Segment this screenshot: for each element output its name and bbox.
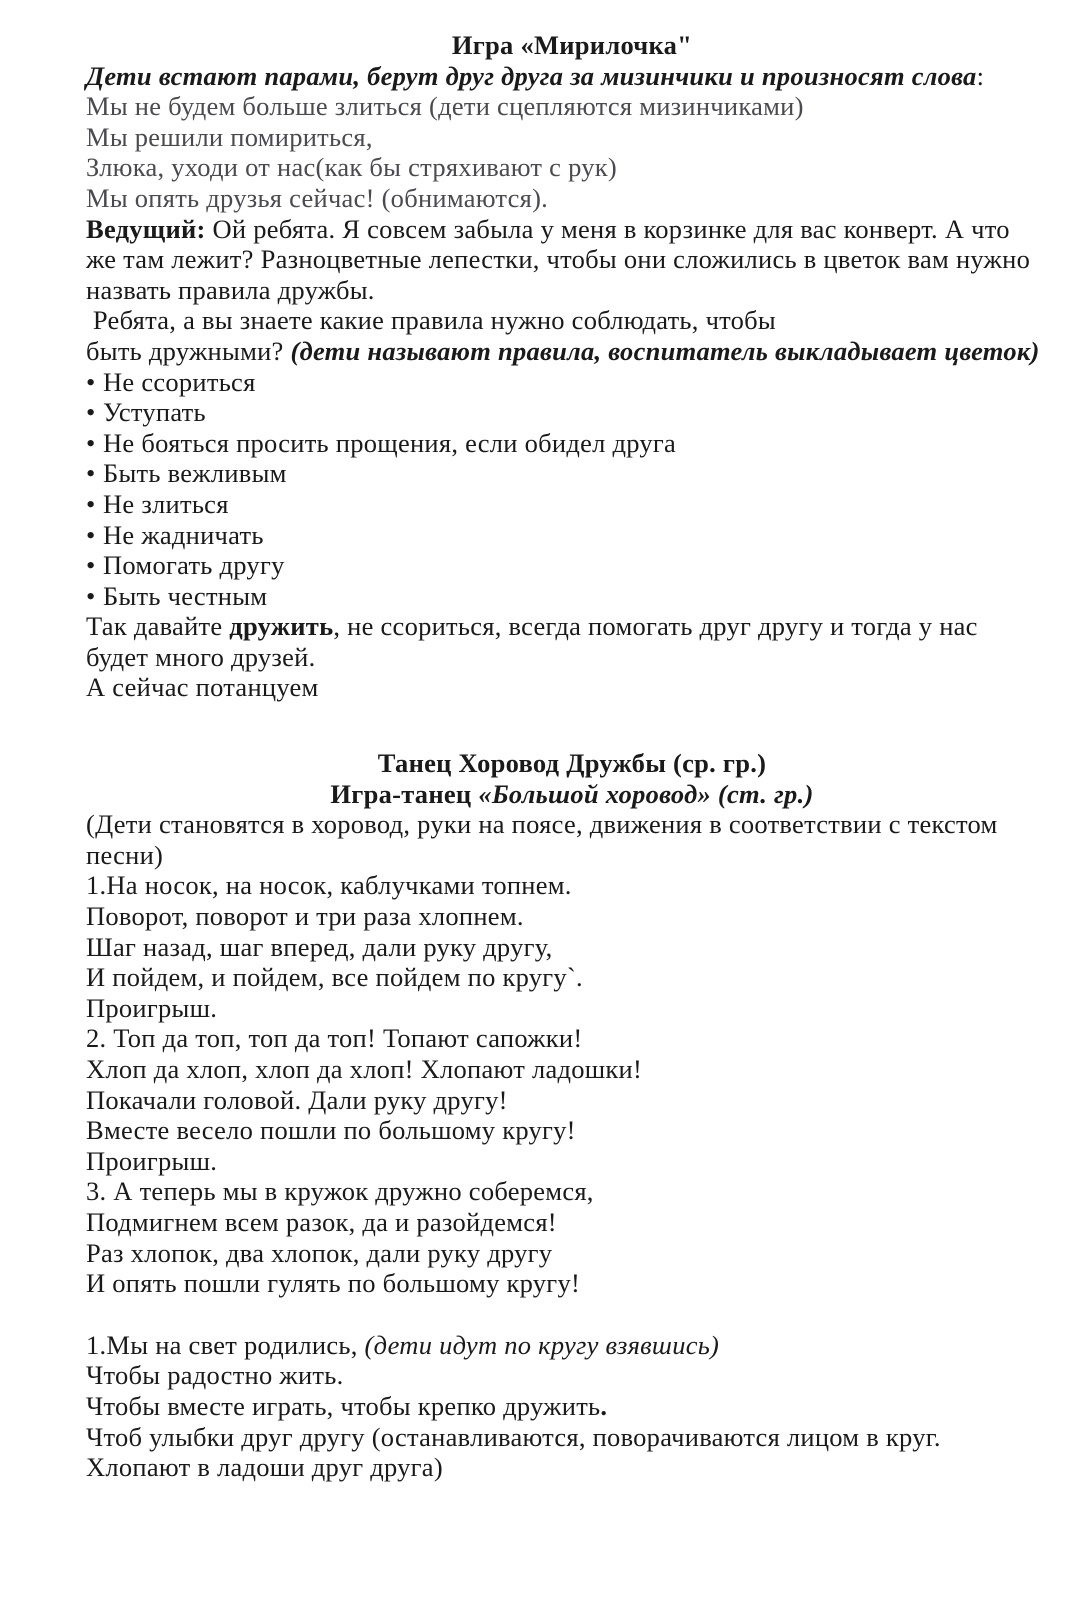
dance-verse-line: Покачали головой. Дали руку другу! (86, 1084, 508, 1115)
mirilochka-rhyme-line-1: Мы не будем больше злиться (дети сцепляются мизинчиками) (86, 91, 804, 122)
final-song-line-5: Хлопают в ладоши друг друга) (86, 1452, 443, 1483)
dance-verse-line: Шаг назад, шаг вперед, дали руку другу, (86, 931, 553, 962)
rule-label: Не злиться (103, 488, 229, 519)
dance-verse-line: 1.На носок, на носок, каблучками топнем. (86, 870, 572, 901)
final-song-spacer (86, 1299, 1058, 1330)
bullet-icon: • (86, 397, 96, 428)
mirilochka-rhyme-line-2: Мы решили помириться, (86, 121, 373, 152)
list-item (86, 428, 1058, 459)
list-item (86, 458, 1058, 489)
mirilochka-intro-italic: Дети встают парами, берут друг друга за мизинчики и произносят слова (86, 60, 977, 91)
dance-verse-line: И пойдем, и пойдем, все пойдем по кругу`. (86, 962, 583, 993)
dance-heading-1: Танец Хоровод Дружбы (ср. гр.) (377, 748, 767, 779)
closing-line-3: А сейчас потанцуем (86, 672, 319, 703)
rule-label: Уступать (103, 397, 206, 428)
list-item (86, 489, 1058, 520)
list-item (86, 581, 1058, 612)
final-song-line-1 (86, 1330, 1058, 1361)
bullet-icon: • (86, 488, 96, 519)
dance-verse-line: Подмигнем всем разок, да и разойдемся! (86, 1206, 557, 1237)
dance-verse-line: Проигрыш. (86, 1145, 218, 1176)
rule-label: Не жадничать (103, 519, 264, 550)
host-speech-line-3: назвать правила дружбы. (86, 274, 375, 305)
mirilochka-rhyme-line-3: Злюка, уходи от нас(как бы стряхивают с рук) (86, 152, 617, 183)
dance-stage-note-line-1: (Дети становятся в хоровод, руки на поясе, движения в соответствии с текстом (86, 809, 998, 840)
bullet-icon: • (86, 519, 96, 550)
dance-verse-line: 3. А теперь мы в кружок дружно соберемся, (86, 1176, 594, 1207)
bullet-icon: • (86, 550, 96, 581)
host-speech-line-2: же там лежит? Разноцветные лепестки, чтобы они сложились в цветок вам нужно (86, 244, 1031, 275)
closing-suffix: , не ссориться, всегда помогать друг другу и тогда у нас (333, 611, 978, 642)
bullet-icon: • (86, 366, 96, 397)
section-spacer (86, 703, 1058, 748)
dance-verse-line: Поворот, поворот и три раза хлопнем. (86, 901, 524, 932)
closing-prefix: Так давайте (86, 611, 230, 642)
page-title: Игра «Мирилочка" (451, 30, 693, 60)
rule-label: Не ссориться (103, 366, 256, 397)
rule-label: Помогать другу (103, 550, 285, 581)
mirilochka-intro-line (86, 61, 1058, 92)
host-question-line-1: Ребята, а вы знаете какие правила нужно соблюдать, чтобы (86, 305, 776, 336)
dance-verse-line: Проигрыш. (86, 992, 218, 1023)
closing-bold-word: дружить (229, 611, 334, 642)
dance-stage-note-line-2: песни) (86, 839, 164, 870)
host-speech-text-1: Ой ребята. Я совсем забыла у меня в корзинке для вас конверт. А что (205, 213, 1010, 244)
list-item (86, 367, 1058, 398)
closing-line-1 (86, 611, 1058, 642)
host-question-line-2 (86, 336, 1058, 367)
list-item (86, 550, 1058, 581)
list-item (86, 520, 1058, 551)
host-speech-line-1 (86, 214, 1058, 245)
mirilochka-rhyme-line-4: Мы опять друзья сейчас! (обнимаются). (86, 182, 549, 213)
rule-label: Быть вежливым (103, 458, 287, 489)
host-question-italic-note: (дети называют правила, воспитатель выкладывает цветок) (290, 335, 1040, 366)
dance-heading-2-title: «Большой хоровод» (ст. гр.) (478, 778, 814, 809)
bullet-icon: • (86, 580, 96, 611)
final-song-line-1-plain: 1.Мы на свет родились, (86, 1329, 365, 1360)
dance-verse-line: Вместе весело пошли по большому кругу! (86, 1115, 576, 1146)
final-song-line-4: Чтоб улыбки друг другу (останавливаются, поворачиваются лицом в круг. (86, 1421, 941, 1452)
final-song-line-3 (86, 1391, 1058, 1422)
dance-heading-2-prefix: Игра-танец (330, 778, 479, 809)
closing-line-2: будет много друзей. (86, 641, 316, 672)
bullet-icon: • (86, 427, 96, 458)
host-question-plain: быть дружными? (86, 335, 291, 366)
dance-verse-line: 2. Топ да топ, топ да топ! Топают сапожки! (86, 1023, 583, 1054)
rule-label: Быть честным (103, 580, 268, 611)
dance-verse-line: Хлоп да хлоп, хлоп да хлоп! Хлопают ладошки! (86, 1054, 643, 1084)
host-label: Ведущий: (86, 213, 206, 244)
bullet-icon: • (86, 458, 96, 489)
final-song-line-3-period: . (600, 1390, 608, 1421)
rule-label: Не бояться просить прощения, если обидел друга (103, 427, 677, 458)
dance-heading-2 (86, 779, 1058, 810)
final-song-line-2: Чтобы радостно жить. (86, 1360, 344, 1391)
mirilochka-intro-colon: : (976, 60, 985, 91)
list-item (86, 397, 1058, 428)
dance-verse-line: Раз хлопок, два хлопок, дали руку другу (86, 1237, 553, 1268)
final-song-line-3-text: Чтобы вместе играть, чтобы крепко дружить (86, 1390, 601, 1421)
final-song-line-1-note: (дети идут по кругу взявшись) (364, 1329, 720, 1360)
dance-verse-line: И опять пошли гулять по большому кругу! (86, 1268, 581, 1299)
